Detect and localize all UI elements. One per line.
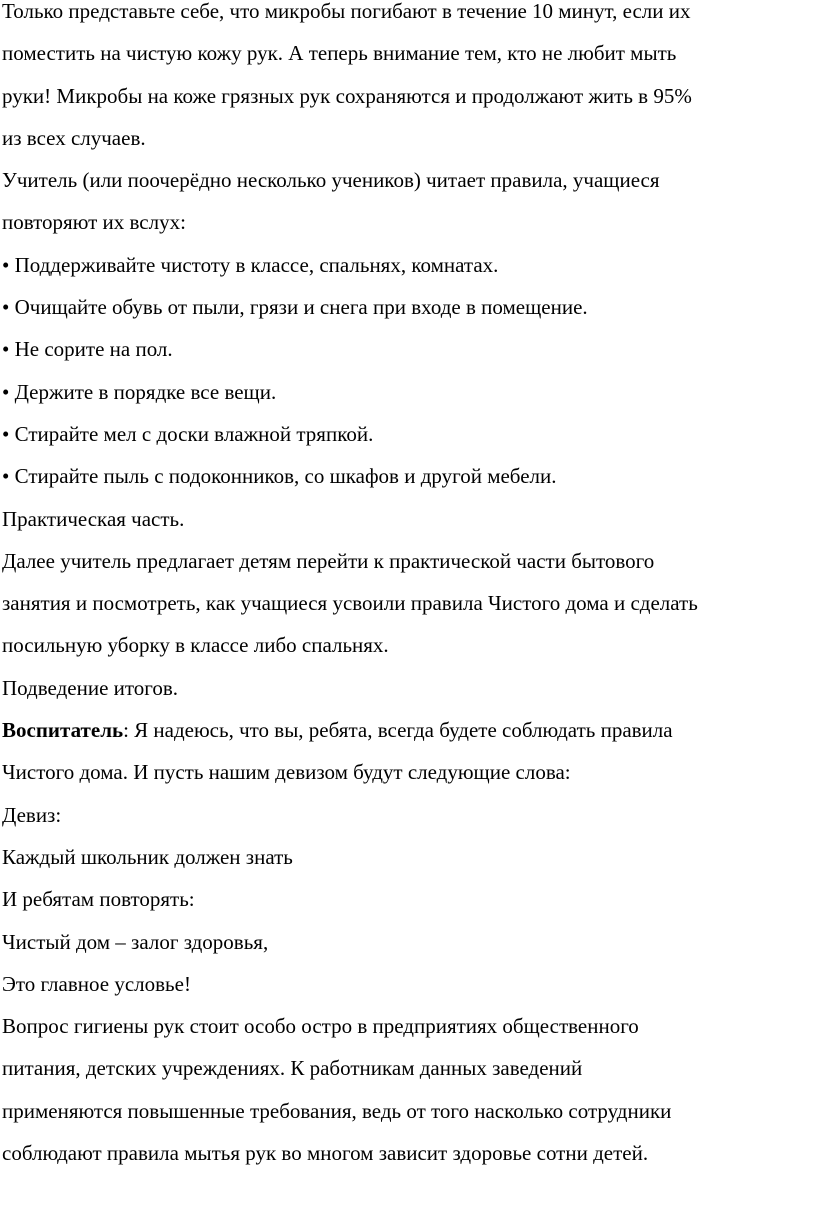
text-line: поместить на чистую кожу рук. А теперь внимание тем, кто не любит мыть [2,41,677,66]
text-line: занятия и посмотреть, как учащиеся усвоили правила Чистого дома и сделать [2,591,698,616]
rule-list-item: • Стирайте пыль с подоконников, со шкафов и другой мебели. [2,464,557,489]
text-line: повторяют их вслух: [2,210,186,235]
document-body [2,0,814,1174]
text-line: применяются повышенные требования, ведь от того насколько сотрудники [2,1098,672,1123]
paragraph-educator [2,709,814,794]
text-line: Далее учитель предлагает детям перейти к практической части бытового [2,548,655,573]
educator-label: Воспитатель [2,718,124,743]
motto-heading: Девиз: [2,802,62,827]
text-line [2,718,673,742]
rule-list-item: • Держите в порядке все вещи. [2,379,277,404]
paragraph-microbes [2,0,814,159]
text-line: Учитель (или поочерёдно несколько учеников) читает правила, учащиеся [2,168,660,193]
rule-list-item: • Очищайте обувь от пыли, грязи и снега при входе в помещение. [2,295,588,320]
text-line: Чистого дома. И пусть нашим девизом будут следующие слова: [2,760,571,785]
text-line: из всех случаев. [2,125,146,150]
motto-line: Чистый дом – залог здоровья, [2,929,269,954]
text-line: питания, детских учреждениях. К работникам данных заведений [2,1056,583,1081]
text-line: соблюдают правила мытья рук во многом зависит здоровье сотни детей. [2,1141,649,1166]
paragraph-teacher-reads [2,159,814,244]
section-heading-summary: Подведение итогов. [2,675,179,700]
paragraph-practical [2,540,814,667]
rule-list-item: • Не сорите на пол. [2,337,173,362]
motto-line: Это главное условье! [2,971,191,996]
paragraph-hand-hygiene [2,1005,814,1174]
text-line: руки! Микробы на коже грязных рук сохраняются и продолжают жить в 95% [2,83,692,108]
text-line: Только представьте себе, что микробы погибают в течение 10 минут, если их [2,0,691,23]
motto-line: И ребятам повторять: [2,887,195,912]
educator-speech: : Я надеюсь, что вы, ребята, всегда будете соблюдать правила [123,718,673,743]
rule-list-item: • Поддерживайте чистоту в классе, спальнях, комнатах. [2,252,499,277]
text-line: посильную уборку в классе либо спальнях. [2,633,389,658]
rule-list-item: • Стирайте мел с доски влажной тряпкой. [2,421,374,446]
text-line: Вопрос гигиены рук стоит особо остро в предприятиях общественного [2,1014,639,1039]
motto-line: Каждый школьник должен знать [2,844,293,869]
section-heading-practical: Практическая часть. [2,506,185,531]
